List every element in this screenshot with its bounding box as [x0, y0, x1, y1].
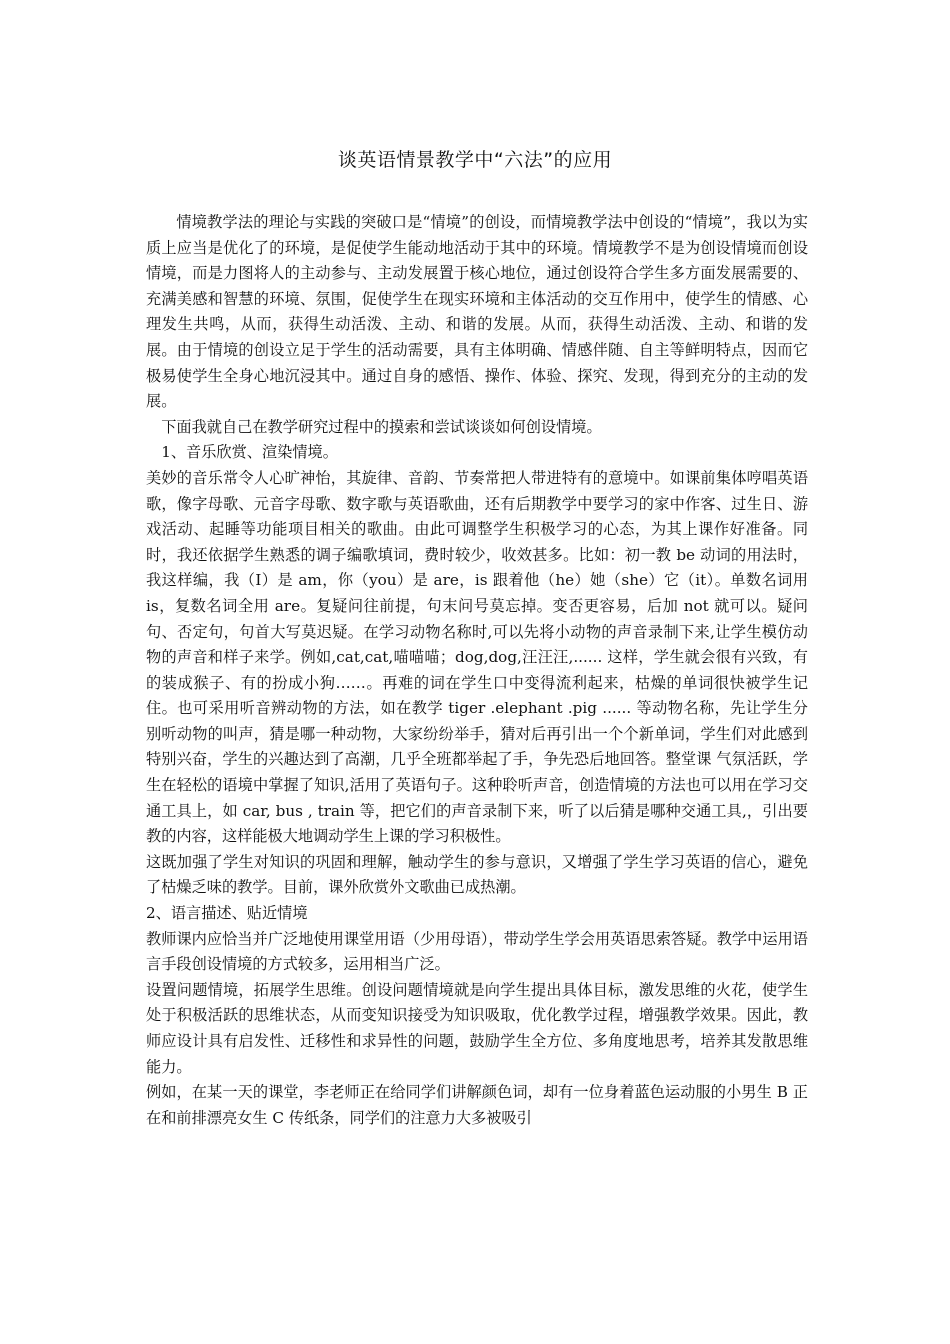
section-heading-music: 1、音乐欣赏、渲染情境。 [161, 443, 338, 462]
paragraph-music: 美妙的音乐常令人心旷神怡，其旋律、音韵、节奏常把人带进特有的意境中。如课前集体哼唱英语歌，像字母歌、元音字母歌、数字歌与英语歌曲，还有后期教学中要学习的家中作客、过生日、游戏活动、起睡等功能项目相关的歌曲。由此可调整学生积极学习的心态，为其上课作好准备。同时，我还依据学生熟悉的调子编歌填词，费时较少，收效甚多。比如：初一教 be 动词的用法时，我这样编，我（I）是 am，你（you）是 are，is 跟着他（he）她（she）它（it）。单数名词用 is，复数名词全用 are。复疑问往前提，句末问号莫忘掉。变否更容易，后加 not 就可以。疑问句、否定句，句首大写莫迟疑。在学习动物名称时,可以先将小动物的声音录制下来,让学生模仿动物的声音和样子来学。例如,cat,cat,喵喵喵；dog,dog,汪汪汪,...... 这样，学生就会很有兴致，有的装成猴子、有的扮成小狗……。再难的词在学生口中变得流利起来，枯燥的单词很快被学生记住。也可采用听音辨动物的方法，如在教学 tiger .elephant .pig ...... 等动物名称，先让学生分别听动物的叫声，猜是哪一种动物，大家纷纷举手，猜对后再引出一个个新单词，学生们对此感到特别兴奋，学生的兴趣达到了高潮，几乎全班都举起了手，争先恐后地回答。整堂课 气氛活跃，学生在轻松的语境中掌握了知识,活用了英语句子。这种聆听声音，创造情境的方法也可以用在学习交通工具上，如 car, bus , train 等，把它们的声音录制下来，听了以后猜是哪种交通工具,，引出要教的内容，这样能极大地调动学生上课的学习积极性。 [146, 468, 808, 846]
document-title: 谈英语情景教学中“六法”的应用 [337, 149, 613, 171]
document-body [146, 210, 808, 1131]
paragraph-music-summary: 这既加强了学生对知识的巩固和理解，触动学生的参与意识，又增强了学生学习英语的信心，避免了枯燥乏味的教学。目前，课外欣赏外文歌曲已成热潮。 [146, 852, 808, 897]
paragraph-transition: 下面我就自己在教学研究过程中的摸索和尝试谈谈如何创设情境。 [161, 417, 602, 436]
paragraph-example: 例如，在某一天的课堂，李老师正在给同学们讲解颜色词，却有一位身着蓝色运动服的小男生 B 正在和前排漂亮女生 C 传纸条，同学们的注意力大多被吸引 [146, 1083, 808, 1127]
paragraph-question-context: 设置问题情境，拓展学生思维。创设问题情境就是向学生提出具体目标，激发思维的火花，使学生处于积极活跃的思维状态，从而变知识接受为知识吸取，优化教学过程，增强教学效果。因此，教师应设计具有启发性、迁移性和求异性的问题，鼓励学生全方位、多角度地思考，培养其发散思维能力。 [146, 980, 808, 1076]
section-heading-language: 2、语言描述、贴近情境 [146, 904, 308, 923]
paragraph-intro: 情境教学法的理论与实践的突破口是“情境”的创设，而情境教学法中创设的“情境”，我以为实质上应当是优化了的环境，是促使学生能动地活动于其中的环境。情境教学不是为创设情境而创设情境，而是力图将人的主动参与、主动发展置于核心地位，通过创设符合学生多方面发展需要的、充满美感和智慧的环境、氛围，促使学生在现实环境和主体活动的交互作用中，使学生的情感、心理发生共鸣，从而，获得生动活泼、主动、和谐的发展。从而，获得生动活泼、主动、和谐的发展。由于情境的创设立足于学生的活动需要，具有主体明确、情感伴随、自主等鲜明特点，因而它极易使学生全身心地沉浸其中。通过自身的感悟、操作、体验、探究、发现，得到充分的主动的发展。 [146, 213, 808, 411]
paragraph-language: 教师课内应恰当并广泛地使用课堂用语（少用母语），带动学生学会用英语思索答疑。教学中运用语言手段创设情境的方式较多，运用相当广泛。 [146, 929, 808, 974]
